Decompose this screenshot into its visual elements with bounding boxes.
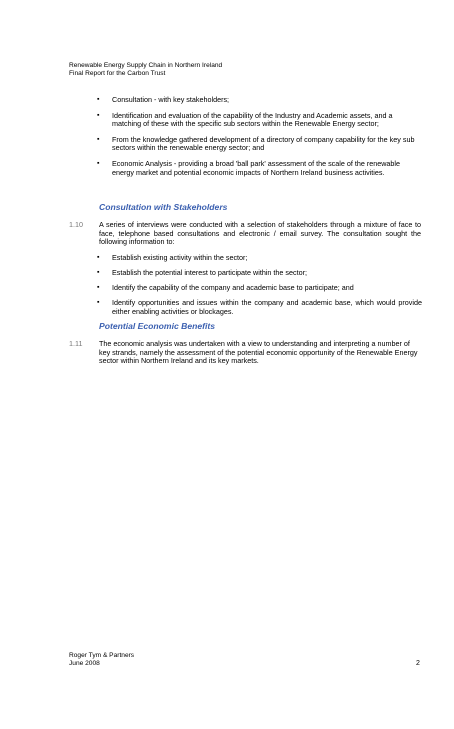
page-footer [69,652,134,668]
section-heading-economic-benefits: Potential Economic Benefits [99,321,216,331]
list-item [97,269,422,278]
paragraph-number: 1.10 [69,220,83,229]
section-heading-consultation: Consultation with Stakeholders [99,202,228,212]
list-item [97,160,422,177]
bullet-icon: ▪ [97,96,100,103]
intro-bullet-list [97,96,422,184]
list-item [97,112,422,129]
paragraph-text: A series of interviews were conducted with a selection of stakeholders through a mixture of face to face, telephone based consultations and electronic / email survey. The consultation sought the following information to: [99,220,421,247]
bullet-icon: ▪ [97,269,100,277]
list-item-text: From the knowledge gathered development of a directory of company capability for the key sub sectors within the renewable energy sector; and [112,134,415,153]
list-item [97,96,422,105]
bullet-icon: ▪ [97,135,100,143]
list-item [97,254,422,263]
list-item [97,284,422,293]
bullet-icon: ▪ [97,299,100,307]
list-item-text: Identify the capability of the company and academic base to participate; and [112,283,354,293]
footer-company: Roger Tym & Partners [69,652,135,659]
bullet-icon: ▪ [97,159,100,167]
list-item-text: Identify opportunities and issues within the company and academic base, which would provide either enabling activities or blockages. [112,298,422,316]
list-item-text: Consultation - with key stakeholders; [112,95,230,104]
list-item-text: Establish existing activity within the sector; [112,253,248,262]
page-header [69,62,222,78]
bullet-icon: ▪ [97,284,100,292]
list-item [97,299,422,316]
bullet-icon: ▪ [97,254,100,261]
consultation-bullet-list [97,254,422,323]
header-report-title: Renewable Energy Supply Chain in Northern Ireland [69,62,223,69]
list-item [97,136,422,153]
header-report-subtitle: Final Report for the Carbon Trust [69,70,166,77]
bullet-icon: ▪ [97,111,100,119]
paragraph-number: 1.11 [69,339,83,348]
list-item-text: Economic Analysis - providing a broad 'ball park' assessment of the scale of the renewable energy market and potential economic impacts of Northern Ireland business activities. [112,158,401,177]
footer-date: June 2008 [69,660,100,667]
page-number: 2 [416,660,420,667]
paragraph-text: The economic analysis was undertaken with a view to understanding and interpreting a number of key strands, namely the assessment of the potential economic opportunity of the Renewable Energy sector within Northern Ireland and its key markets. [99,339,418,366]
list-item-text: Identification and evaluation of the capability of the Industry and Academic assets, and a matching of these with the specific sub sectors within the Renewable Energy sector; [112,110,393,129]
list-item-text: Establish the potential interest to participate within the sector; [112,268,307,278]
